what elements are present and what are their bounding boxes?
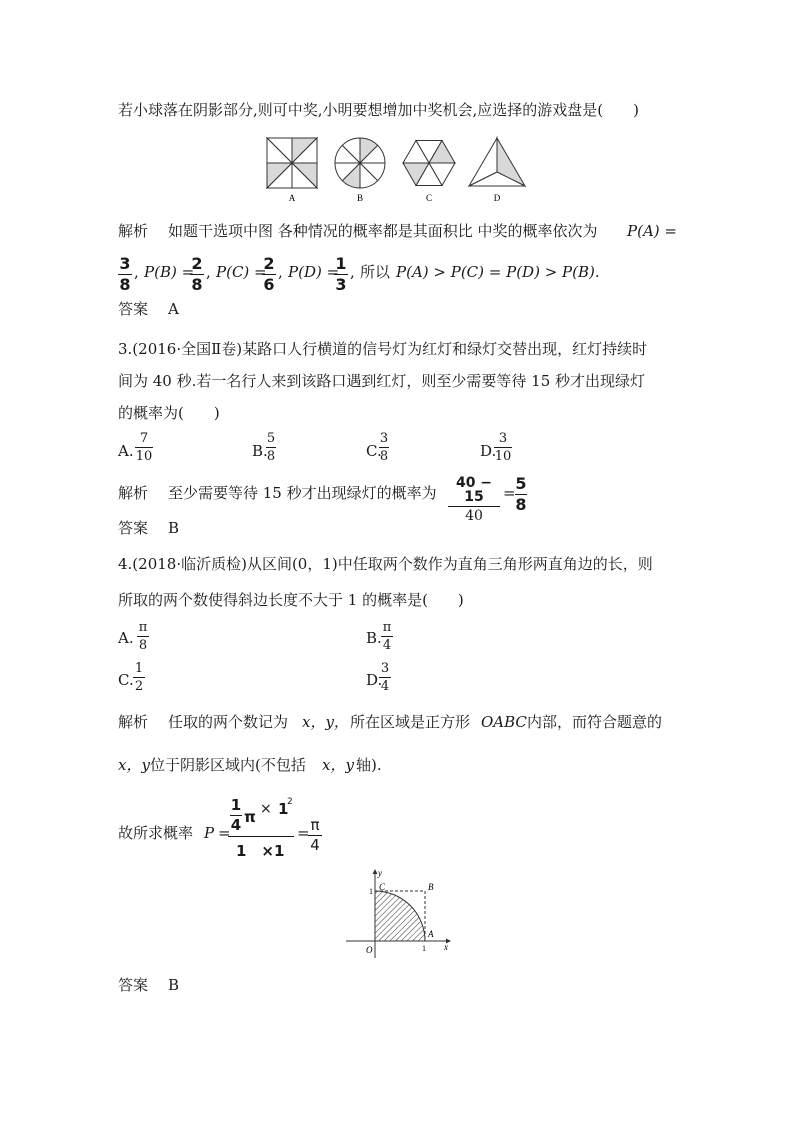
q2-solution-label: 解析 [118,222,149,240]
q3-solution-fraction: 40 − 15 40 [448,476,500,523]
q4-solution-line2-b: 位于阴影区域内(不包括 [150,756,306,774]
q4-solution-line1-c: 所在区域是正方形 [350,713,471,731]
q2-answer-value: A [168,300,179,318]
q2-pa-expr: P(A) = [627,222,677,240]
q4-solution-line1-b: x，y， [302,713,349,731]
graph-c-label: C [379,882,386,892]
comma: , [278,263,283,281]
q4-option-b-fraction: π 4 [382,620,392,653]
q4-solution-line2-d: 轴). [356,756,382,774]
q2-pd-fraction: 1 3 [335,254,347,294]
q3-line-3: 的概率为( ) [118,404,220,422]
q4-prob-numerator [228,798,294,838]
q2-pb-fraction: 2 8 [191,254,203,294]
q3-solution-result: 5 8 [515,474,527,514]
q4-prob-num-pi: π [244,808,256,826]
q4-solution-line1-a: 任取的两个数记为 [168,713,289,731]
q3-solution-text: 至少需要等待 15 秒才出现绿灯的概率为 [168,484,437,502]
figure-label-c: C [425,193,433,203]
q4-line-2: 所取的两个数使得斜边长度不大于 1 的概率是( ) [118,591,464,609]
q2-figures [0,130,794,210]
graph-a-label: A [428,929,434,939]
graph-origin-label: O [366,945,373,955]
figure-label-a: A [288,193,296,203]
q4-prob-num-b: 4 [230,816,242,834]
q4-answer-value: B [168,976,180,994]
q4-prob-num-one: 1 [278,800,289,818]
q4-prob-prefix: 故所求概率 [118,824,194,842]
q4-option-d-fraction: 3 4 [380,661,390,694]
graph-y-label: y [378,868,382,878]
q4-option-b-letter: B. [366,629,382,647]
q3-answer-value: B [168,519,180,537]
graph-tick-y: 1 [369,887,373,896]
q4-solution-line2-c: x，y [322,756,354,774]
q3-option-d-fraction: 3 10 [494,431,512,464]
q2-answer-label: 答案 [118,300,149,318]
q4-solution-line1-d: OABC [481,713,527,731]
q4-option-a-fraction: π 8 [138,620,148,653]
q2-pc-fraction: 2 6 [263,254,275,294]
y-axis-arrow [373,869,378,874]
graph-b-label: B [428,882,434,892]
q2-pb-expr: P(B) = [144,263,195,281]
figure-label-b: B [356,193,364,203]
q3-line-2: 间为 40 秒.若一名行人来到该路口遇到红灯，则至少需要等待 15 秒才出现绿灯 [118,372,646,390]
q2-pa-fraction: 3 8 [119,254,131,294]
q4-solution-line1-e: 内部，而符合题意的 [527,713,663,731]
figure-d-triangle-icon [469,138,525,186]
graph-x-label: x [444,942,448,952]
comma: , [206,263,211,281]
comma: , [134,263,139,281]
shaded-quarter-circle [375,891,425,941]
q3-solution-eq: = [503,484,516,502]
q2-conclusion-pre: 所以 [360,263,391,281]
q4-option-c-letter: C. [118,671,134,689]
q3-line-1: 3.(2016·全国Ⅱ卷)某路口人行横道的信号灯为红灯和绿灯交替出现，红灯持续时 [118,340,648,358]
q3-option-b-letter: B. [252,442,268,460]
q3-option-d-letter: D. [480,442,497,460]
q4-solution-line2-a: x，y [118,756,150,774]
q4-prob-p: P [204,824,215,842]
q4-line-1: 4.(2018·临沂质检)从区间(0，1)中任取两个数作为直角三角形两直角边的长，则 [118,555,653,573]
q3-option-c-letter: C. [366,442,382,460]
figure-c-hexagon-icon [403,141,455,186]
figure-label-d: D [493,193,501,203]
q4-prob-denominator: 1 ×1 [236,842,285,860]
graph-tick-x: 1 [422,944,426,953]
q2-question-text: 若小球落在阴影部分,则可中奖,小明要想增加中奖机会,应选择的游戏盘是( ) [118,101,640,119]
q4-answer-label: 答案 [118,976,149,994]
q4-prob-result: π 4 [308,818,322,853]
q3-option-a-fraction: 7 10 [135,431,153,464]
q3-option-a-letter: A. [118,442,134,460]
q4-option-a-letter: A. [118,629,134,647]
q4-option-c-fraction: 1 2 [134,661,144,694]
q4-solution-label: 解析 [118,713,149,731]
q4-prob-num-sup: 2 [287,797,293,807]
q2-pd-expr: P(D) = [288,263,340,281]
q4-prob-num-a: 1 [230,796,242,814]
q3-option-b-fraction: 5 8 [266,431,276,464]
q4-prob-eq-2: = [297,824,310,842]
q4-prob-num-times: × [260,801,272,817]
q4-option-d-letter: D. [366,671,383,689]
q4-prob-eq: = [218,824,231,842]
figure-b-circle-icon [335,138,385,188]
q2-solution-text: 如题干选项中图 各种情况的概率都是其面积比 中奖的概率依次为 [168,222,598,240]
q3-solution-label: 解析 [118,484,149,502]
comma: , [350,263,355,281]
q2-conclusion: P(A) > P(C) = P(D) > P(B). [396,263,600,281]
q3-option-c-fraction: 3 8 [379,431,389,464]
figure-a-square-icon [267,138,317,188]
q2-pc-expr: P(C) = [216,263,267,281]
q3-answer-label: 答案 [118,519,149,537]
q4-graph [340,866,460,966]
q4-prob-fraction-bar [228,836,294,837]
